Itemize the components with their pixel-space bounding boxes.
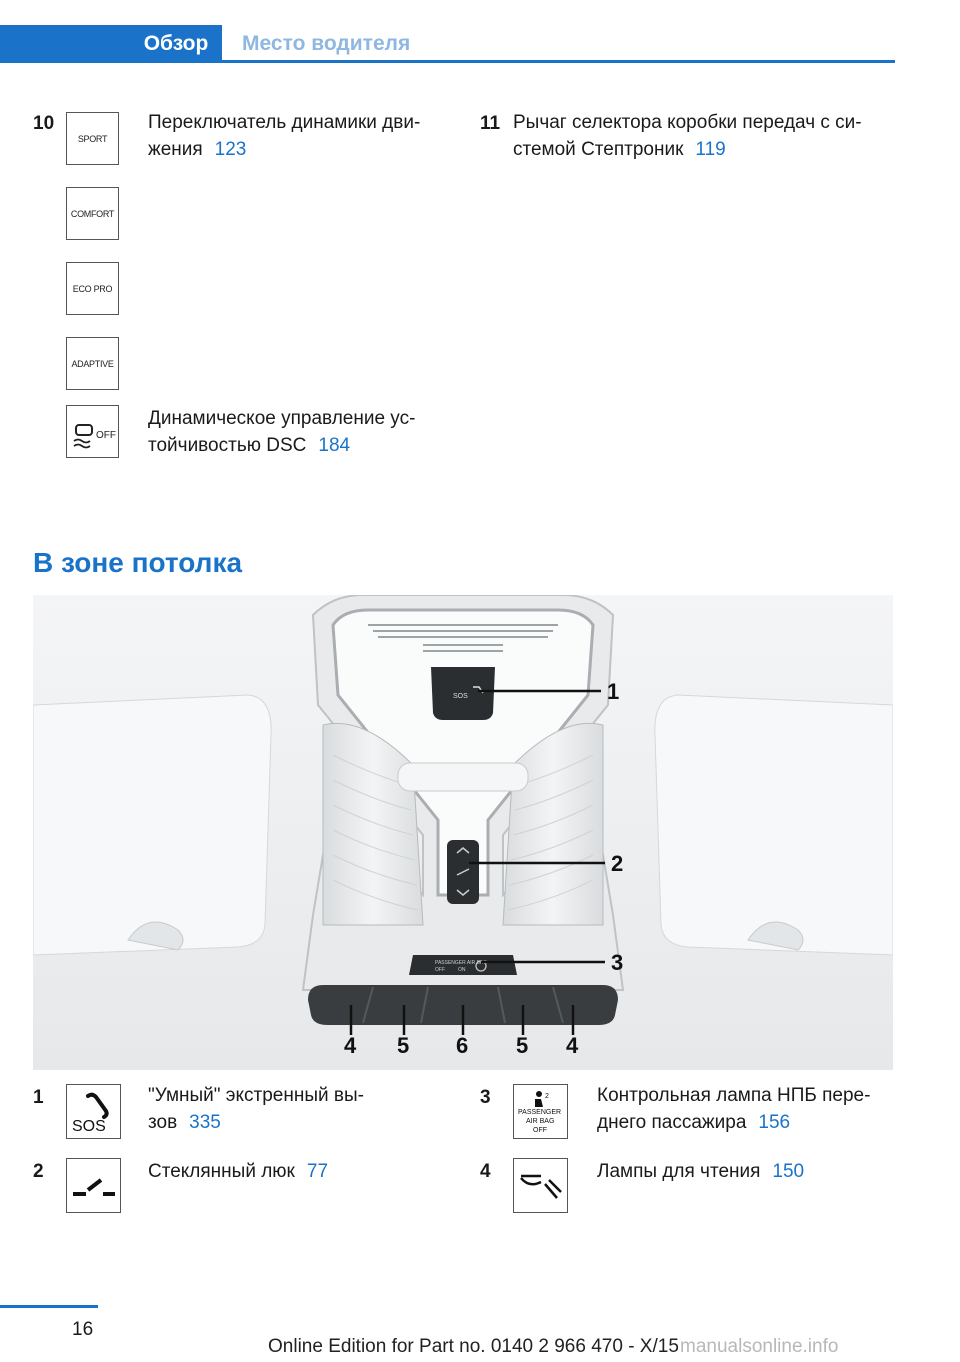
edition-text: Online Edition for Part no. 0140 2 966 470 - X/15 (268, 1336, 679, 1357)
callout-1: 1 (607, 679, 620, 704)
page-ref-link[interactable]: 150 (772, 1161, 805, 1182)
callout-6: 6 (456, 1033, 469, 1058)
sport-button-icon: SPORT (66, 112, 119, 165)
svg-text:OFF: OFF (435, 967, 445, 973)
overhead-console-photo (33, 595, 893, 1070)
sunroof-icon (66, 1158, 121, 1213)
page-ref-link[interactable]: 335 (189, 1112, 221, 1133)
item-number: 11 (480, 113, 501, 134)
page-ref-link[interactable]: 119 (695, 139, 726, 160)
callout-5-right: 5 (516, 1033, 529, 1058)
item-number: 2 (33, 1161, 44, 1182)
callout-5-left: 5 (397, 1033, 410, 1058)
svg-text:SOS: SOS (453, 693, 468, 700)
item-number: 1 (33, 1087, 44, 1108)
item-number: 3 (480, 1087, 491, 1108)
page-ref-link[interactable]: 156 (758, 1112, 791, 1133)
page-ref-link[interactable]: 184 (318, 435, 351, 456)
item-number: 4 (480, 1161, 491, 1182)
eco-pro-button-icon: ECO PRO (66, 262, 119, 315)
svg-text:ON: ON (458, 967, 466, 973)
section-title: В зоне потолка (33, 547, 243, 578)
tab-driver-seat[interactable]: Место водителя (242, 32, 411, 55)
callout-2: 2 (611, 851, 624, 876)
svg-text:PASSENGER AIR BAG: PASSENGER AIR BAG (435, 960, 488, 966)
reading-lamp-icon (513, 1158, 568, 1213)
comfort-button-icon: COMFORT (66, 187, 119, 240)
header-divider (0, 60, 895, 63)
svg-text:2: 2 (544, 1092, 549, 1100)
item-description: Динамическое управление ус- тойчивостью DSC 184 (148, 408, 416, 456)
page-ref-link[interactable]: 77 (306, 1161, 329, 1182)
svg-text:OFF: OFF (532, 1126, 547, 1134)
airbag-off-icon (513, 1084, 568, 1139)
watermark: manualsonline.info (680, 1336, 839, 1357)
sos-icon (66, 1084, 121, 1139)
page-number: 16 (72, 1319, 94, 1340)
callout-3: 3 (611, 950, 624, 975)
legend-description: Лампы для чтения 150 (597, 1161, 805, 1182)
callout-4-right: 4 (566, 1033, 579, 1058)
dsc-off-icon (66, 405, 119, 458)
adaptive-button-icon: ADAPTIVE (66, 337, 119, 390)
legend-description: "Умный" экстренный вы- зов 335 (148, 1085, 364, 1133)
svg-text:SOS: SOS (71, 1117, 106, 1135)
legend-description: Стеклянный люк 77 (148, 1161, 329, 1182)
item-description: Рычаг селектора коробки передач с си- стемой Стептроник 119 (513, 112, 862, 160)
item-description: Переключатель динамики дви- жения 123 (148, 112, 421, 160)
svg-text:OFF: OFF (95, 429, 116, 441)
svg-text:PASSENGER: PASSENGER (517, 1108, 561, 1116)
item-number: 10 (33, 113, 55, 134)
legend-description: Контрольная лампа НПБ пере- днего пассажира 156 (597, 1085, 871, 1133)
page-ref-link[interactable]: 123 (214, 139, 247, 160)
tab-overview[interactable]: Обзор (0, 25, 222, 63)
callout-4-left: 4 (344, 1033, 357, 1058)
footer-divider (0, 1305, 98, 1308)
svg-text:AIR BAG: AIR BAG (525, 1117, 554, 1125)
